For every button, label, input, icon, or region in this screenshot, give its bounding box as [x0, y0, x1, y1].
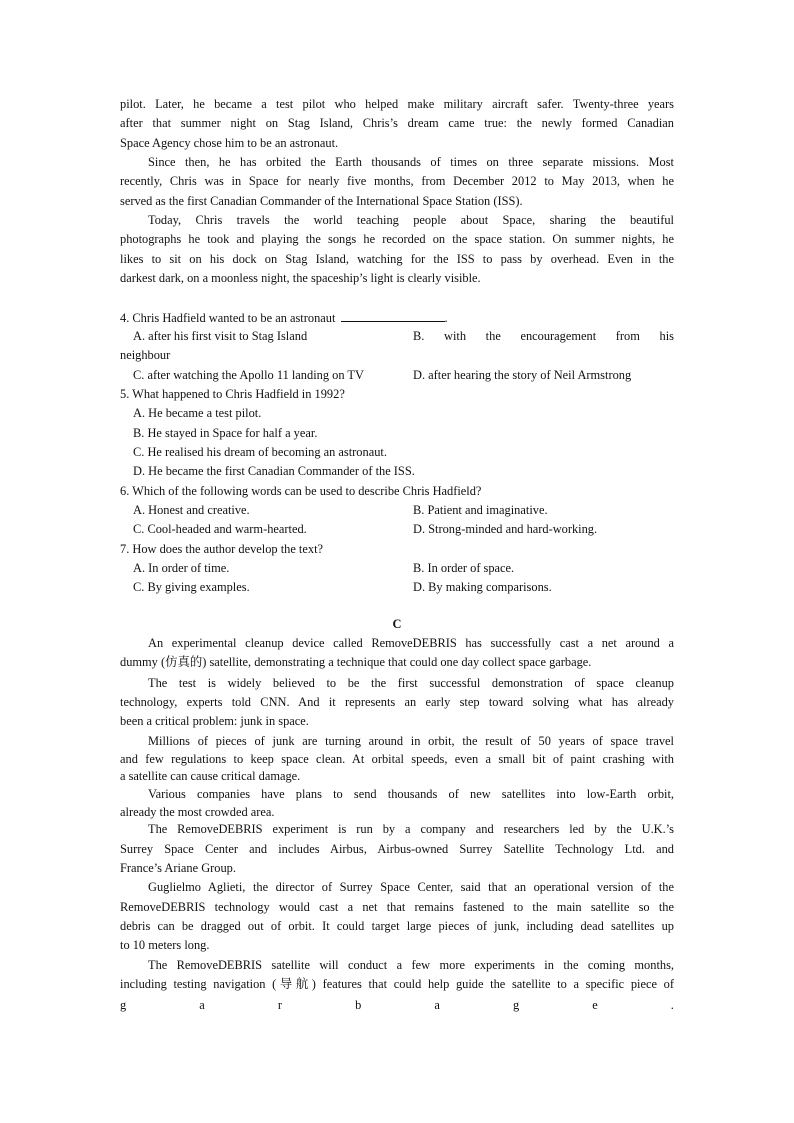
- section-heading: C: [392, 617, 402, 631]
- paragraph-line: a satellite can cause critical damage.: [120, 769, 301, 783]
- paragraph-line: likes to sit on his dock on Stag Island, watching for the ISS to pass by overhead. Even in the: [120, 252, 674, 266]
- option-d: D. Strong-minded and hard-working.: [413, 522, 598, 536]
- option-d: D. He became the first Canadian Commander of the ISS.: [133, 464, 415, 478]
- letter: b: [355, 998, 362, 1012]
- option-b-continuation: neighbour: [120, 348, 171, 362]
- option-a: A. He became a test pilot.: [133, 406, 262, 420]
- option-a: A. Honest and creative.: [133, 503, 250, 517]
- paragraph-line: served as the first Canadian Commander of the International Space Station (ISS).: [120, 194, 523, 208]
- letter: a: [199, 998, 205, 1012]
- question-stem-text: 4. Chris Hadfield wanted to be an astronaut: [120, 311, 336, 325]
- paragraph-line: France’s Ariane Group.: [120, 861, 236, 875]
- option-b: B. In order of space.: [413, 561, 515, 575]
- paragraph-line: Millions of pieces of junk are turning around in orbit, the result of 50 years of space travel: [148, 734, 674, 748]
- paragraph-line: The test is widely believed to be the first successful demonstration of space cleanup: [148, 676, 674, 690]
- paragraph-line: Today, Chris travels the world teaching people about Space, sharing the beautiful: [148, 213, 674, 227]
- paragraph-line: including testing navigation (导航) features that could help guide the satellite to a specific piece of: [120, 977, 674, 991]
- paragraph-line: The RemoveDEBRIS experiment is run by a company and researchers led by the U.K.’s: [148, 822, 674, 836]
- spread-last-line: [120, 998, 674, 1013]
- answer-blank: [341, 310, 445, 322]
- question-4-stem: [120, 310, 674, 326]
- letter: a: [434, 998, 440, 1012]
- paragraph-line: photographs he took and playing the songs he recorded on the space station. On summer nights, he: [120, 232, 674, 246]
- letter: r: [277, 998, 282, 1012]
- paragraph-line: pilot. Later, he became a test pilot who helped make military aircraft safer. Twenty-three years: [120, 97, 674, 111]
- option-b: B. Patient and imaginative.: [413, 503, 548, 517]
- letter: .: [670, 998, 674, 1012]
- question-stem-end: .: [444, 311, 448, 325]
- paragraph-line: and few regulations to keep space clean. At orbital speeds, even a small bit of paint crashing with: [120, 752, 674, 766]
- paragraph-line: The RemoveDEBRIS satellite will conduct a few more experiments in the coming months,: [148, 958, 674, 972]
- option-c: C. Cool-headed and warm-hearted.: [133, 522, 307, 536]
- paragraph-line: to 10 meters long.: [120, 938, 210, 952]
- paragraph-line: darkest dark, on a moonless night, the spaceship’s light is clearly visible.: [120, 271, 481, 285]
- paragraph-line: Since then, he has orbited the Earth thousands of times on three separate missions. Most: [148, 155, 674, 169]
- option-b: B. He stayed in Space for half a year.: [133, 426, 318, 440]
- paragraph-line: RemoveDEBRIS technology would cast a net that remains fastened to the main satellite so the: [120, 900, 674, 914]
- paragraph-line: Guglielmo Aglieti, the director of Surrey Space Center, said that an operational version of the: [148, 880, 674, 894]
- paragraph-line: technology, experts told CNN. And it represents an early step toward solving what has already: [120, 695, 674, 709]
- paragraph-line: Surrey Space Center and includes Airbus, Airbus-owned Surrey Satellite Technology Ltd. and: [120, 842, 674, 856]
- paragraph-line: An experimental cleanup device called RemoveDEBRIS has successfully cast a net around a: [148, 636, 674, 650]
- paragraph-line: already the most crowded area.: [120, 805, 275, 819]
- letter: e: [592, 998, 598, 1012]
- option-c: C. after watching the Apollo 11 landing on TV: [133, 368, 364, 382]
- option-d: D. By making comparisons.: [413, 580, 552, 594]
- option-a: A. In order of time.: [133, 561, 230, 575]
- paragraph-line: Space Agency chose him to be an astronaut.: [120, 136, 339, 150]
- option-a: A. after his first visit to Stag Island: [133, 329, 308, 343]
- paragraph-line: after that summer night on Stag Island, Chris’s dream came true: the newly formed Canadian: [120, 116, 674, 130]
- option-b: B. with the encouragement from his: [413, 329, 674, 343]
- letter: g: [512, 998, 520, 1012]
- question-5-stem: 5. What happened to Chris Hadfield in 1992?: [120, 387, 345, 401]
- option-c: C. By giving examples.: [133, 580, 250, 594]
- question-7-stem: 7. How does the author develop the text?: [120, 542, 324, 556]
- paragraph-line: been a critical problem: junk in space.: [120, 714, 309, 728]
- paragraph-line: dummy (仿真的) satellite, demonstrating a technique that could one day collect space garbage.: [120, 655, 592, 669]
- paragraph-line: recently, Chris was in Space for nearly five months, from December 2012 to May 2013, when he: [120, 174, 674, 188]
- option-c: C. He realised his dream of becoming an astronaut.: [133, 445, 387, 459]
- question-6-stem: 6. Which of the following words can be used to describe Chris Hadfield?: [120, 484, 482, 498]
- paragraph-line: Various companies have plans to send thousands of new satellites into low-Earth orbit,: [148, 787, 674, 801]
- letter: g: [120, 998, 127, 1012]
- option-d: D. after hearing the story of Neil Armstrong: [413, 368, 632, 382]
- paragraph-line: debris can be dragged out of orbit. It could target large pieces of junk, including dead satellites up: [120, 919, 674, 933]
